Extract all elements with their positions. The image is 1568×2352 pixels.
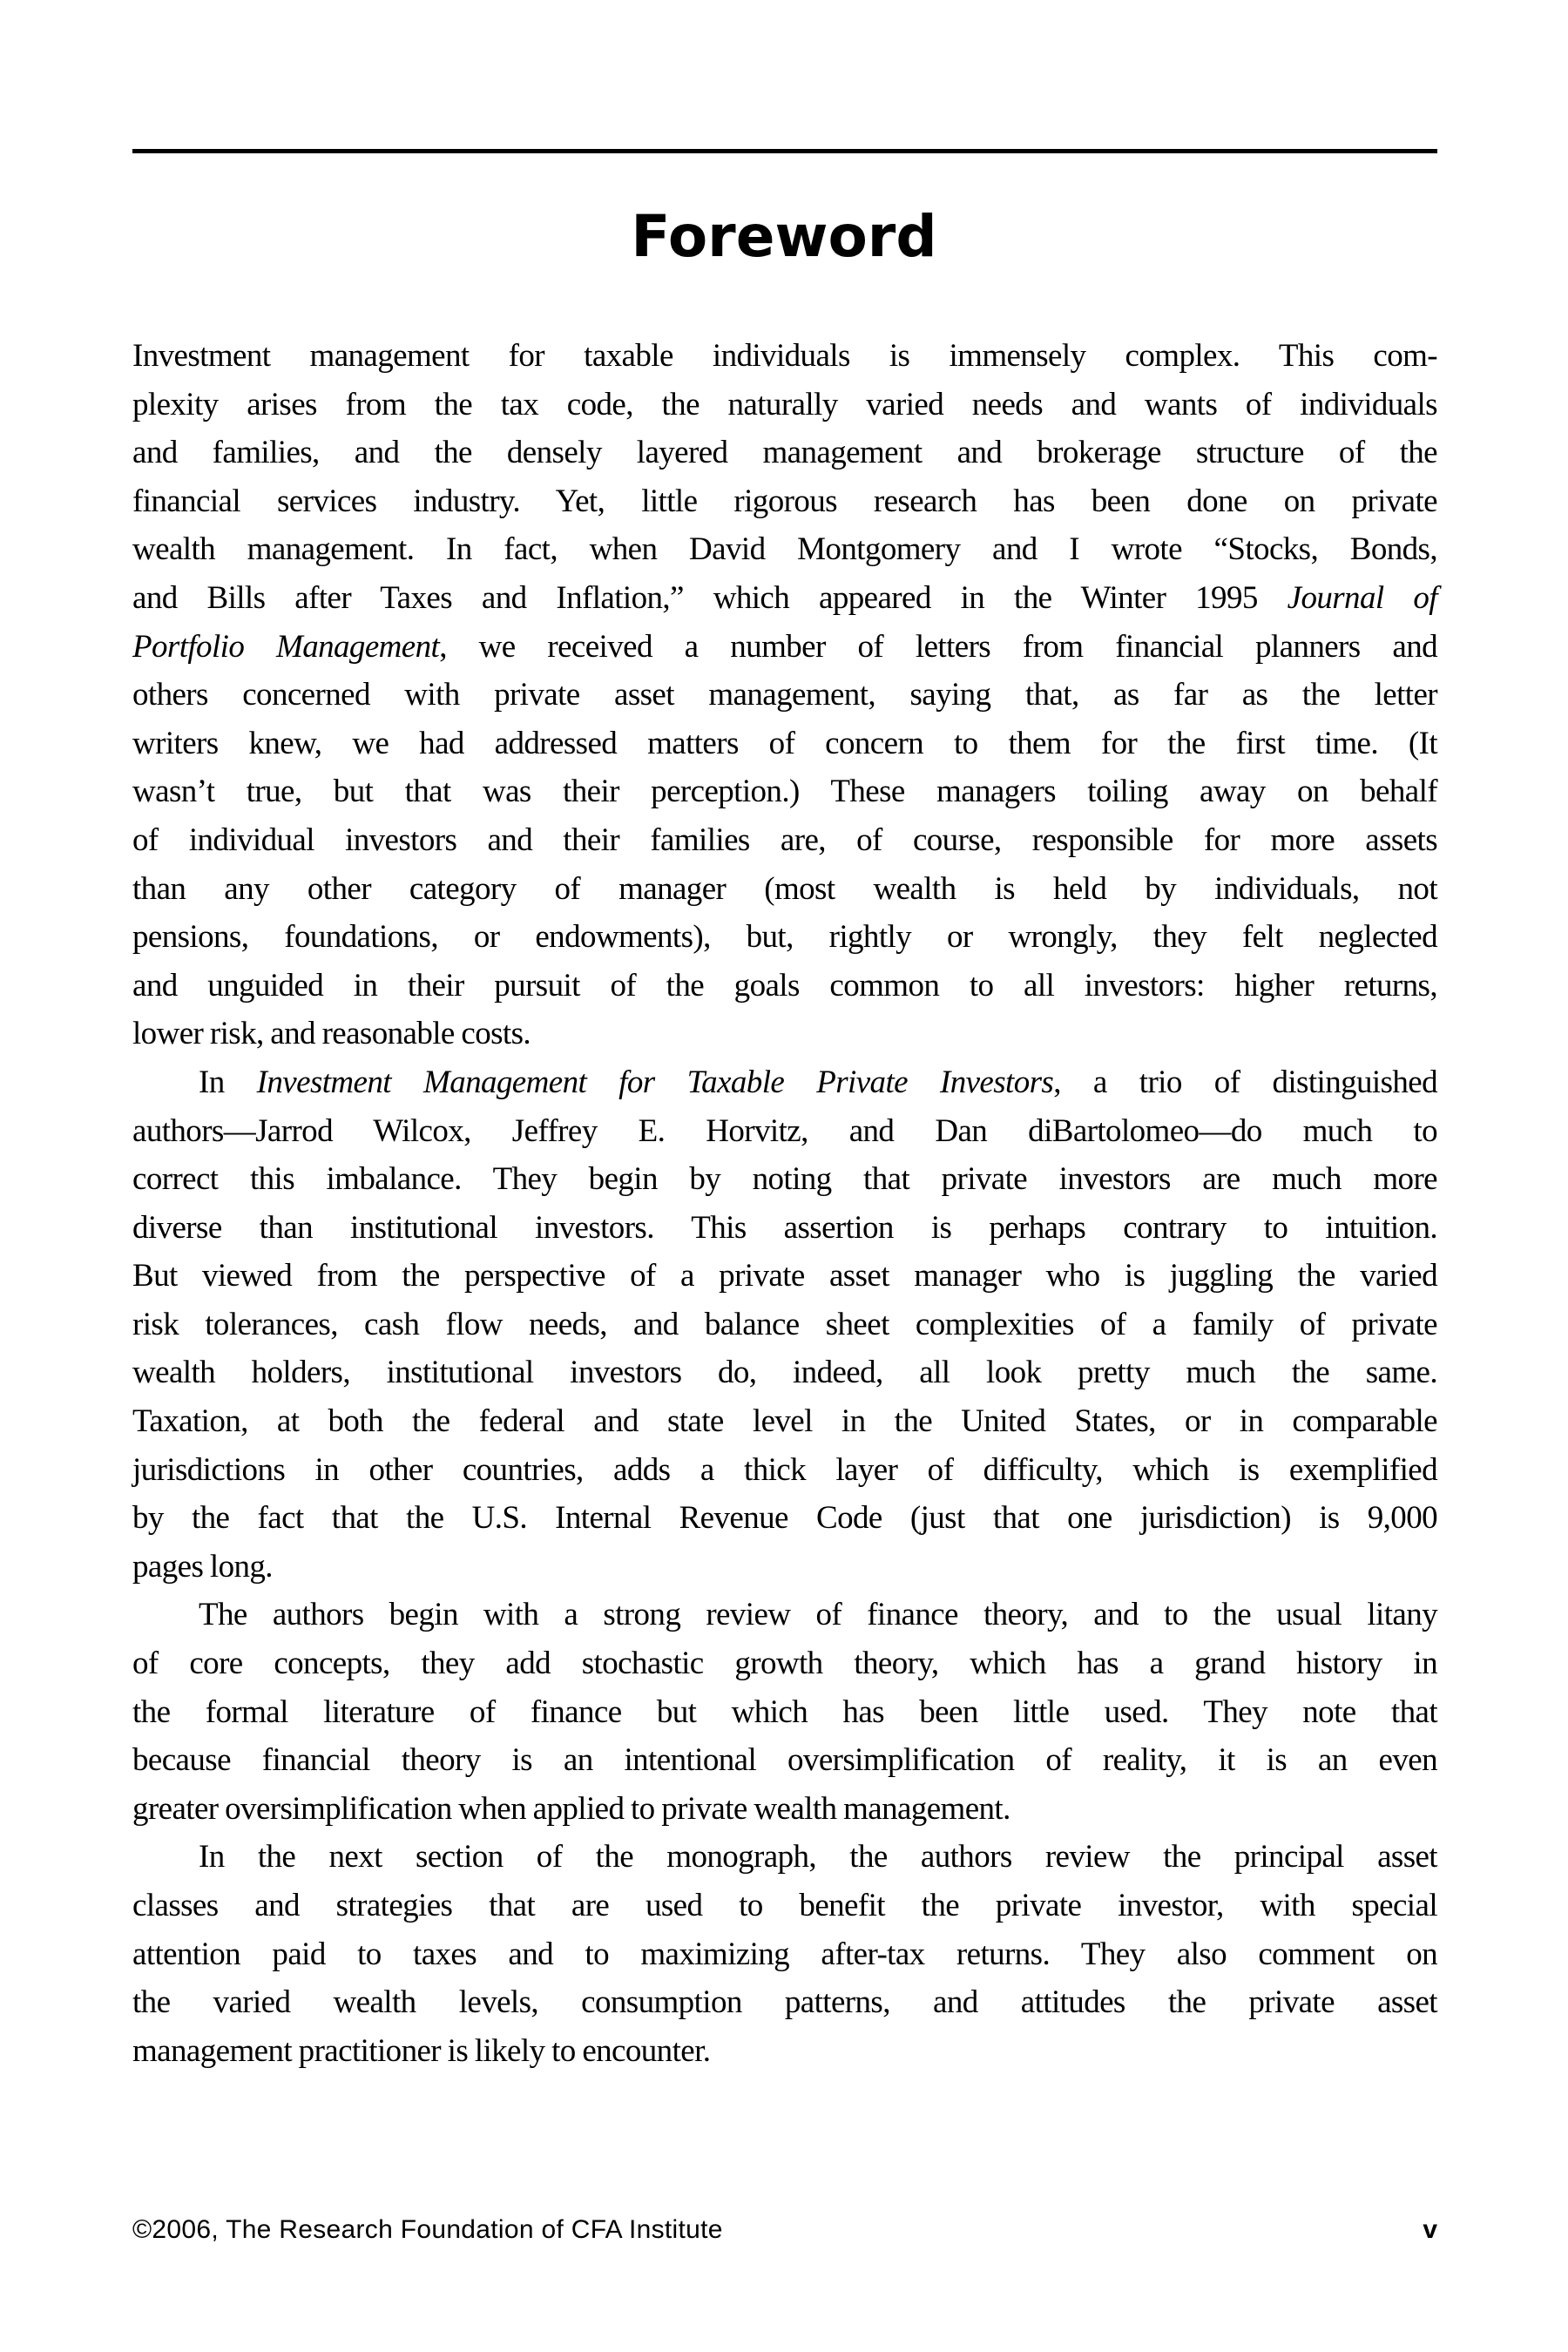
text-line: [132, 1736, 1437, 1785]
text-run: , a trio of distinguished: [1053, 1064, 1437, 1100]
footer-copyright: ©2006, The Research Foundation of CFA Institute: [132, 2215, 723, 2244]
text-run: wealth holders, institutional investors do, indeed, all look pretty much the same.: [132, 1355, 1437, 1391]
text-line: [132, 1591, 1437, 1639]
text-run: , we received a number of letters from financial planners and: [439, 628, 1437, 665]
text-line: [132, 1397, 1437, 1446]
text-run: writers knew, we had addressed matters of concern to them for the first time. (It: [132, 725, 1437, 761]
text-line: [132, 332, 1437, 381]
text-line: [132, 913, 1437, 962]
text-run: the formal literature of finance but which has been little used. They note that: [132, 1693, 1437, 1730]
text-line: [132, 381, 1437, 429]
text-run: diverse than institutional investors. This assertion is perhaps contrary to intuition.: [132, 1209, 1437, 1246]
text-run: and families, and the densely layered management and brokerage structure of the: [132, 435, 1437, 471]
italic-title: Portfolio Management: [132, 628, 440, 665]
page-title: Foreword: [631, 203, 937, 270]
paragraph: [132, 1058, 1437, 1592]
text-run: But viewed from the perspective of a private asset manager who is juggling the varied: [132, 1258, 1437, 1294]
text-line: [132, 1882, 1437, 1930]
text-line: [132, 1930, 1437, 1979]
text-line: [132, 767, 1437, 816]
text-run: by the fact that the U.S. Internal Revenue Code (just that one jurisdiction) is 9,000: [132, 1500, 1437, 1537]
text-run: financial services industry. Yet, little rigorous research has been done on private: [132, 483, 1437, 519]
text-run: lower risk, and reasonable costs.: [132, 1016, 531, 1052]
text-run: of individual investors and their families are, of course, responsible for more assets: [132, 821, 1437, 858]
text-run: attention paid to taxes and to maximizing after-tax returns. They also comment on: [132, 1936, 1437, 1972]
italic-title: Investment Management for Taxable Private Investors: [256, 1064, 1054, 1100]
text-run: wasn’t true, but that was their perception.) These managers toiling away on behalf: [132, 774, 1437, 810]
text-run: In: [199, 1064, 257, 1100]
text-run: plexity arises from the tax code, the naturally varied needs and wants of individuals: [132, 386, 1437, 422]
text-run: correct this imbalance. They begin by noting that private investors are much more: [132, 1161, 1437, 1198]
text-line: [132, 429, 1437, 477]
text-line: [132, 1543, 1437, 1592]
text-line: [132, 2027, 1437, 2076]
text-line: [132, 962, 1437, 1010]
text-line: [132, 720, 1437, 768]
text-run: because financial theory is an intentional oversimplification of reality, it is an even: [132, 1742, 1437, 1779]
text-run: wealth management. In fact, when David Montgomery and I wrote “Stocks, Bonds,: [132, 531, 1437, 568]
text-run: classes and strategies that are used to benefit the private investor, with special: [132, 1888, 1437, 1923]
text-line: [132, 865, 1437, 914]
text-line: [132, 1833, 1437, 1882]
top-rule-divider: [132, 149, 1437, 153]
text-run: pensions, foundations, or endowments), but, rightly or wrongly, they felt neglected: [132, 919, 1437, 956]
text-line: [132, 1639, 1437, 1688]
page-number: v: [1423, 2215, 1437, 2244]
text-run: others concerned with private asset management, saying that, as far as the letter: [132, 677, 1437, 713]
text-line: [132, 1010, 1437, 1058]
text-run: Investment management for taxable individuals is immensely complex. This com-: [132, 338, 1437, 374]
text-line: [132, 1688, 1437, 1737]
text-run: and unguided in their pursuit of the goals common to all investors: higher returns,: [132, 967, 1437, 1004]
text-run: jurisdictions in other countries, adds a thick layer of difficulty, which is exemplified: [132, 1451, 1437, 1488]
text-run: The authors begin with a strong review of finance theory, and to the usual litany: [199, 1597, 1437, 1633]
text-run: authors—Jarrod Wilcox, Jeffrey E. Horvitz, and Dan diBartolomeo—do much to: [132, 1112, 1437, 1149]
text-line: [132, 1155, 1437, 1204]
italic-title: Journal of: [1287, 579, 1437, 616]
text-line: [132, 1058, 1437, 1107]
text-line: [132, 477, 1437, 526]
text-line: [132, 816, 1437, 865]
text-line: [132, 1204, 1437, 1253]
text-run: greater oversimplification when applied to private wealth management.: [132, 1790, 1010, 1827]
text-line: [132, 1252, 1437, 1301]
paragraph: [132, 1833, 1437, 2075]
text-line: [132, 1446, 1437, 1495]
text-line: [132, 1785, 1437, 1834]
text-line: [132, 1348, 1437, 1397]
text-run: In the next section of the monograph, the authors review the principal asset: [199, 1839, 1437, 1876]
text-run: and Bills after Taxes and Inflation,” which appeared in the Winter 1995: [132, 579, 1288, 616]
page-footer: [132, 2213, 1437, 2247]
paragraph: [132, 332, 1437, 1058]
text-line: [132, 623, 1437, 672]
text-line: [132, 1301, 1437, 1349]
text-line: [132, 1978, 1437, 2027]
text-run: the varied wealth levels, consumption patterns, and attitudes the private asset: [132, 1984, 1437, 2021]
text-run: than any other category of manager (most wealth is held by individuals, not: [132, 870, 1437, 907]
text-run: of core concepts, they add stochastic growth theory, which has a grand history in: [132, 1646, 1437, 1682]
text-line: [132, 671, 1437, 720]
text-line: [132, 525, 1437, 574]
text-line: [132, 1107, 1437, 1156]
text-run: pages long.: [132, 1548, 273, 1585]
text-run: management practitioner is likely to encounter.: [132, 2032, 711, 2069]
text-line: [132, 574, 1437, 623]
paragraph: [132, 1591, 1437, 1833]
text-run: Taxation, at both the federal and state level in the United States, or in comparable: [132, 1403, 1437, 1440]
foreword-body: [132, 332, 1437, 2075]
text-line: [132, 1494, 1437, 1543]
text-run: risk tolerances, cash flow needs, and balance sheet complexities of a family of private: [132, 1306, 1437, 1342]
